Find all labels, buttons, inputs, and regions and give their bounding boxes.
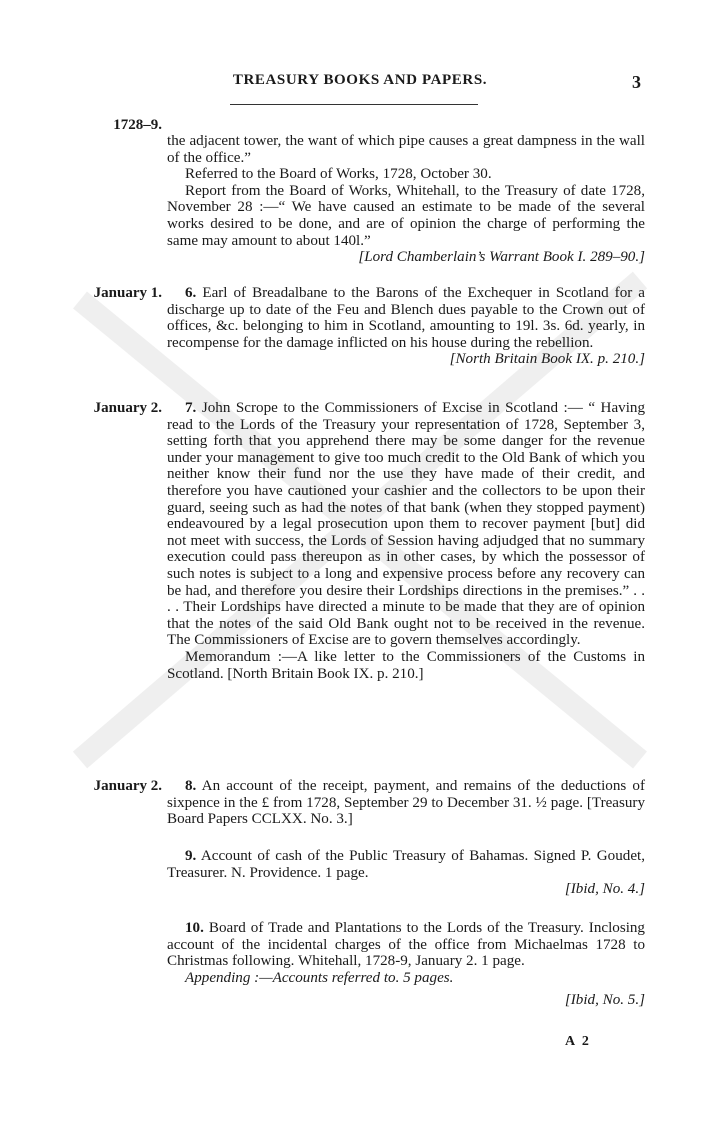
entry-date: January 2. <box>93 400 162 416</box>
entry-6 <box>167 285 645 368</box>
entry-text: Account of cash of the Public Treasury of Bahamas. Signed P. Goudet, Treasurer. N. Providence. 1 page. <box>167 848 645 881</box>
source-reference: [North Britain Book IX. p. 210.] <box>449 351 645 368</box>
entry-9 <box>167 848 645 898</box>
entry-date: January 1. <box>93 285 162 301</box>
entry-10 <box>167 920 645 1009</box>
entry-number: 6. <box>185 285 197 301</box>
source-reference: [Ibid, No. 4.] <box>564 881 645 898</box>
entry-text: An account of the receipt, payment, and remains of the deductions of sixpence in the £ from 1728, September 29 to December 31. ½ page. [Treasury Board Papers CCLXX. No. 3.] <box>167 778 645 828</box>
page-number: 3 <box>632 72 641 92</box>
entry-text: Earl of Breadalbane to the Barons of the Exchequer in Scotland for a discharge up to date of the Feu and Blench dues payable to the Crown out of offices, &c. belonging to him in Scotland, amounting to 19l. 3s. 6d. yearly, in recompense for the damage inflicted on his house during the rebellion. <box>167 285 645 351</box>
entry-number: 7. <box>185 400 197 416</box>
header-rule <box>230 104 478 105</box>
entry-7 <box>167 400 645 682</box>
entry-text: Referred to the Board of Works, 1728, October 30. <box>185 166 492 183</box>
entry-text: John Scrope to the Commissioners of Excise in Scotland :— “ Having read to the Lords of the Treasury your representation of 1728, September 3, setting forth that you apprehend there may be some danger for the revenue under your management to give too much credit to the Old Bank of which you neither know their fund nor the use they have made of their credit, and therefore you have cautioned your cashier and the collectors to be upon their guard, seeing such as had the notes of that bank (when they stopped payment) endeavoured by a legal prosecution upon them to recover payment [but] did not meet with success, the Lords of Session having adjudged that no summary execution could pass thereupon as in other cases, by which the possessor of such notes is subject to a long and expensive process before any recovery can be had, and therefore you desire their Lordships directions in the premises.” . . . . Their Lordships have directed a minute to be made that they are of opinion that the notes of the said Old Bank ought not to be received in the revenue. The Commissioners of Excise are to govern themselves accordingly. <box>167 400 645 649</box>
entry-number: 10. <box>185 920 204 936</box>
source-reference: [Lord Chamberlain’s Warrant Book I. 289–90.] <box>358 249 645 266</box>
entry-number: 9. <box>185 848 197 864</box>
source-reference: [Ibid, No. 5.] <box>564 992 645 1009</box>
signature-mark: A 2 <box>565 1034 591 1049</box>
running-header-title: TREASURY BOOKS AND PAPERS. <box>232 72 488 88</box>
entry-text: Board of Trade and Plantations to the Lords of the Treasury. Inclosing account of the incidental charges of the office from Michaelmas 1728 to Christmas following. Whitehall, 1728-9, January 2. 1 page. <box>167 920 645 970</box>
entry-date: January 2. <box>93 778 162 794</box>
entry-number: 8. <box>185 778 197 794</box>
entry-date-1728-9: 1728–9. <box>113 117 162 133</box>
entry-text: Report from the Board of Works, Whitehall, to the Treasury of date 1728, November 28 :—“ We have caused an estimate to be made of the several works desired to be done, and are of opinion the charge of performing the same may amount to about 140l.” <box>167 182 645 249</box>
appending-note: Appending :—Accounts referred to. 5 pages. <box>185 969 454 986</box>
entry-text: the adjacent tower, the want of which pipe causes a great dampness in the wall of the office.” <box>167 133 645 166</box>
entry-8 <box>167 778 645 828</box>
entry-continuation <box>167 133 645 266</box>
memorandum: Memorandum :—A like letter to the Commissioners of the Customs in Scotland. [North Britain Book IX. p. 210.] <box>167 648 645 682</box>
